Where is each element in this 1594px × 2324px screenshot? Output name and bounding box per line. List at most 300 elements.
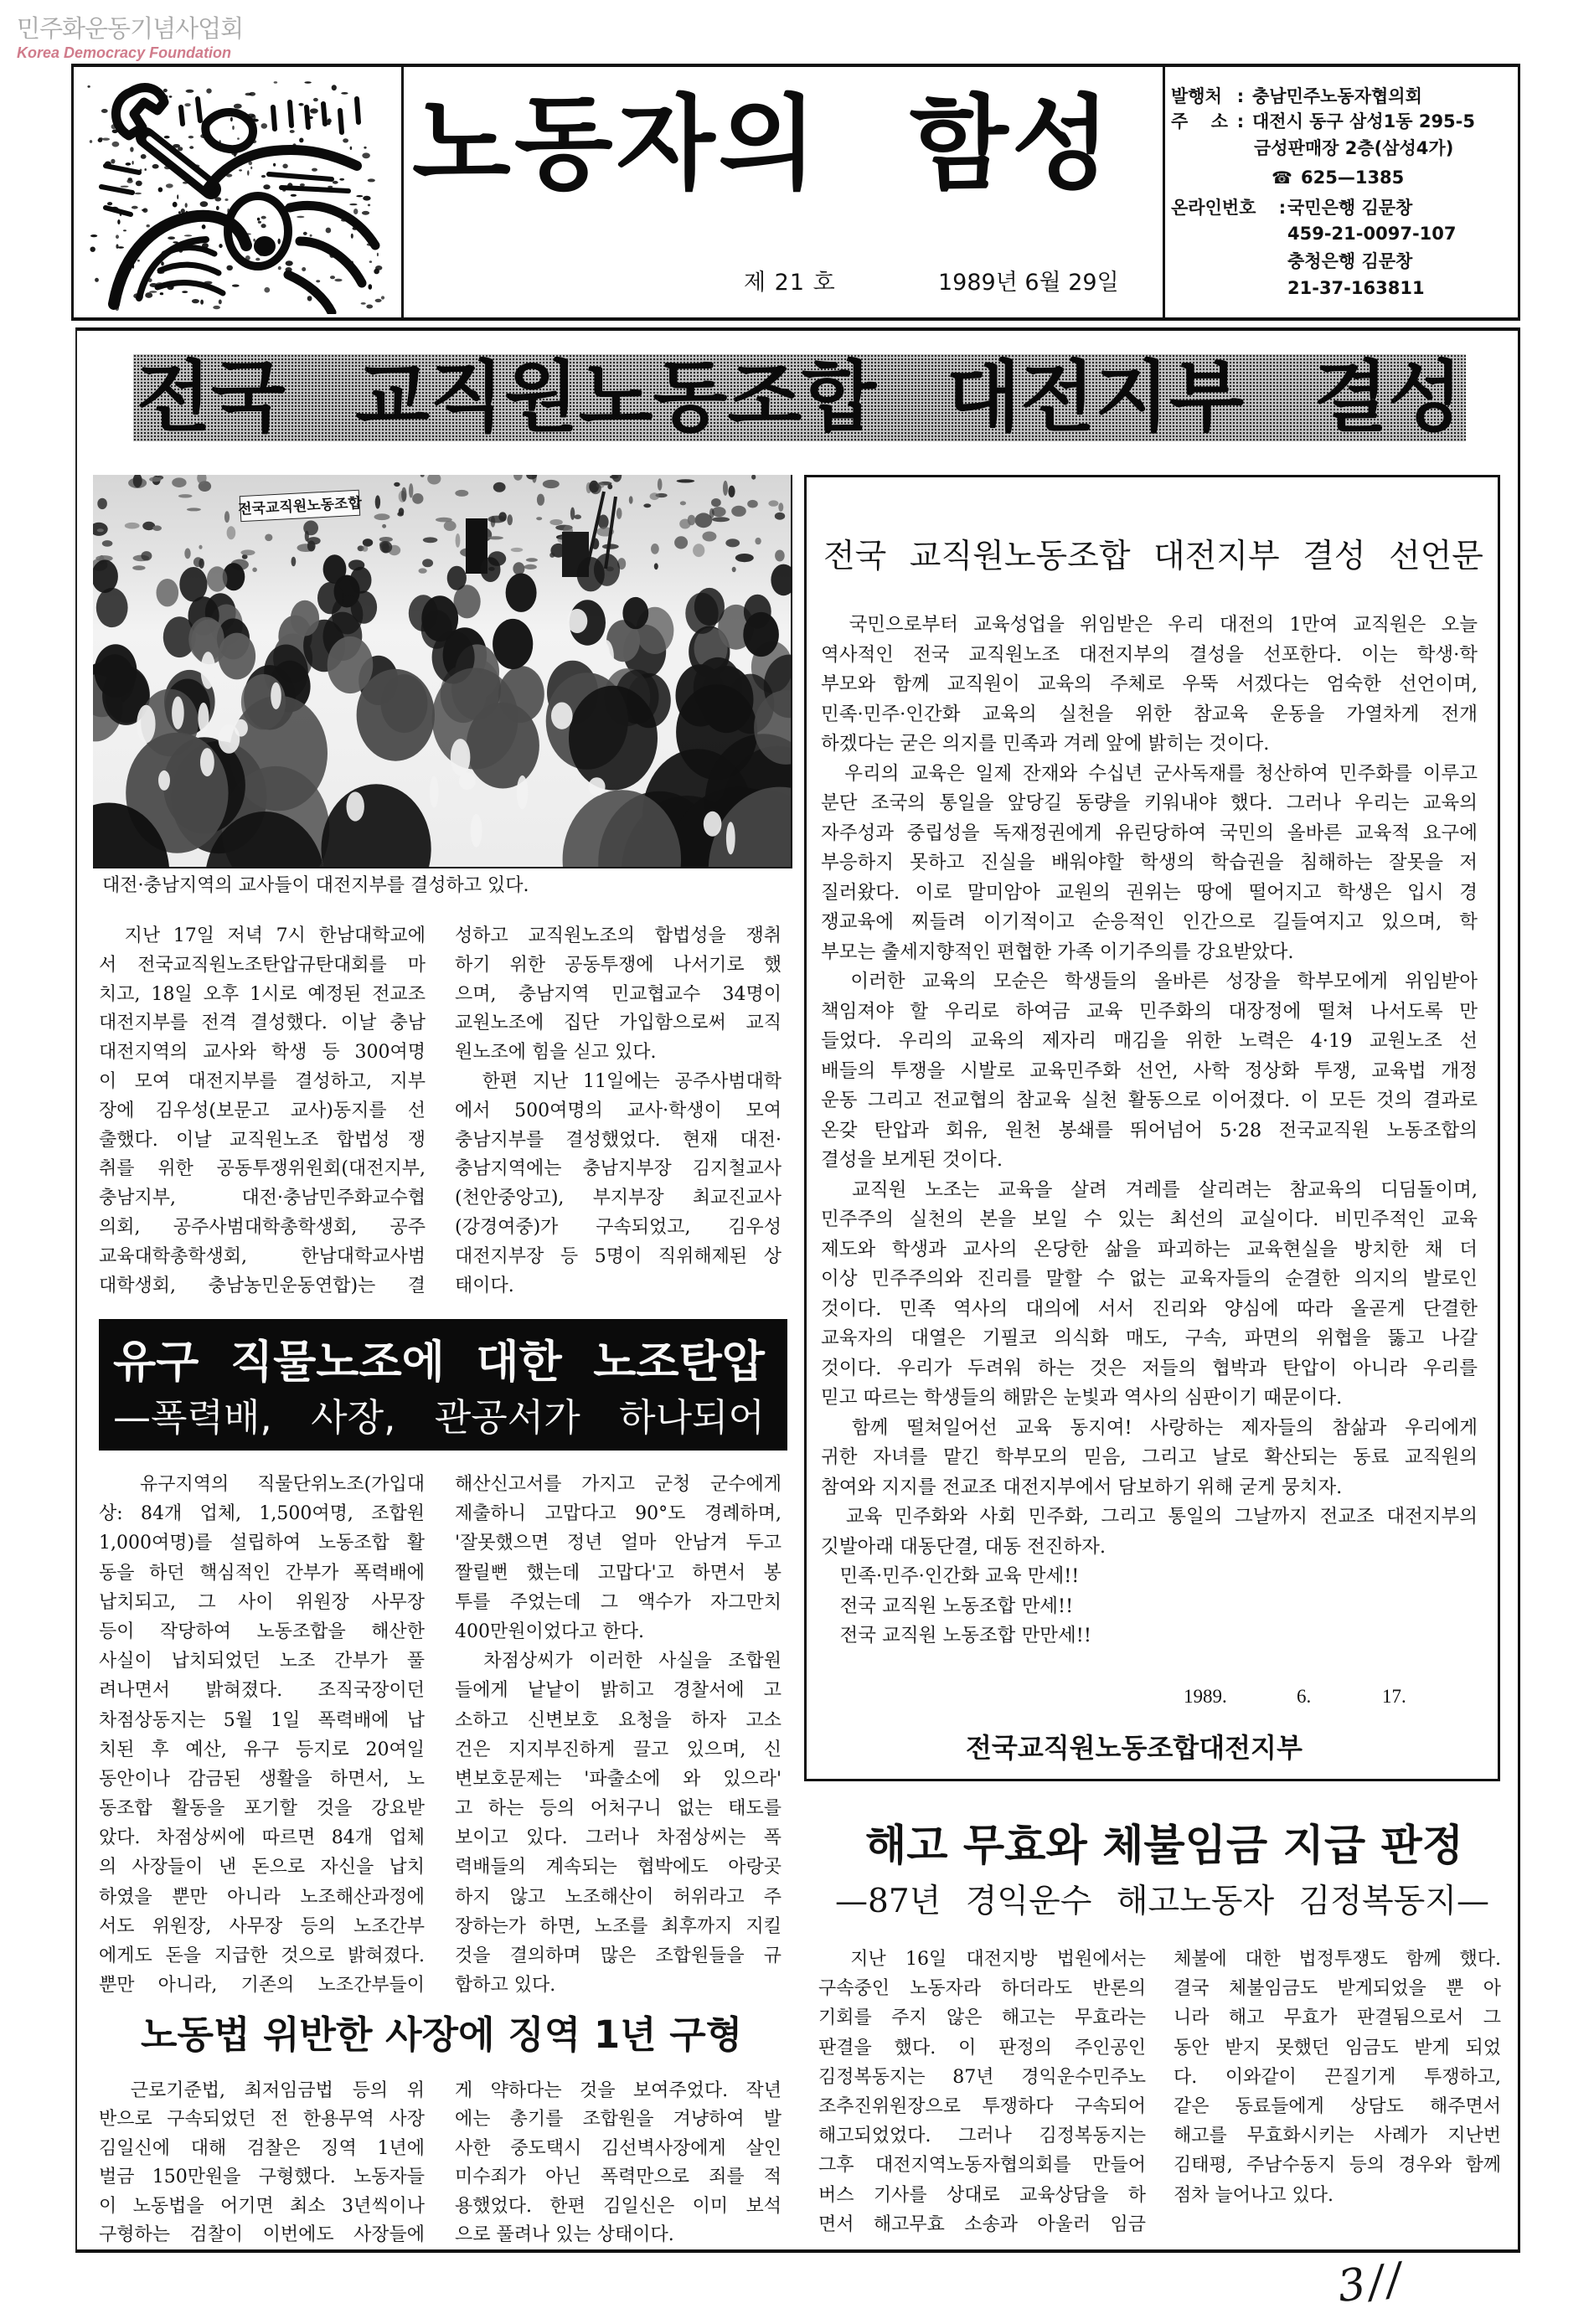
text-line: 조추진위원장으로 투쟁하다 구속되어 bbox=[818, 2095, 1146, 2117]
text-line: 용했었다. 한편 김일신은 이미 보석 bbox=[455, 2195, 782, 2217]
raised-hand bbox=[451, 739, 471, 776]
declaration-title: 전국 교직원노동조합 대전지부 결성 선언문 bbox=[823, 538, 1483, 575]
woodcut-speck bbox=[178, 211, 181, 214]
tree-foliage bbox=[590, 483, 601, 494]
text-line: 교육대학총학생회, 한남대학교사범 bbox=[99, 1245, 426, 1267]
text-line: 하겠다는 굳은 의지를 민족과 겨레 앞에 밝히는 것이다. bbox=[821, 733, 1270, 755]
text-line: 역사적인 전국 교직원노조 대전지부의 결성을 선포한다. 이는 학생·학 bbox=[821, 643, 1478, 666]
tree-foliage bbox=[629, 496, 633, 503]
address-line: 금성판매장 2층(삼성4가) bbox=[1254, 138, 1454, 158]
text-line: 대전지부장 등 5명이 직위해제된 상 bbox=[455, 1245, 782, 1267]
text-line: 400만원이었다고 한다. bbox=[455, 1621, 644, 1642]
tree-foliage bbox=[455, 490, 468, 497]
woodcut-speck bbox=[339, 178, 344, 181]
text-line: 성하고 교직원노조의 합법성을 쟁취 bbox=[455, 925, 782, 946]
text-line: 해산신고서를 가지고 군청 군수에게 bbox=[455, 1474, 782, 1495]
tree-foliage bbox=[493, 482, 506, 492]
tree-foliage bbox=[616, 508, 622, 519]
tree-foliage bbox=[240, 549, 255, 555]
woodcut-speck bbox=[310, 108, 318, 113]
woodcut-speck bbox=[112, 142, 120, 147]
tree-foliage bbox=[97, 498, 107, 509]
text-line: 부응하지 못하고 진실을 배워야할 학생의 학습권을 침해하는 잘못을 저 bbox=[821, 852, 1478, 873]
text-line: 납치되고, 그 사이 위원장 사무장 bbox=[99, 1591, 425, 1613]
text-line: 다. 이와같이 끈질기게 투쟁하고, bbox=[1174, 2066, 1501, 2088]
tree-foliage bbox=[401, 487, 406, 502]
tree-foliage bbox=[382, 524, 386, 528]
tree-foliage bbox=[152, 525, 162, 531]
rally-photo-image bbox=[93, 475, 791, 867]
crowd-figure bbox=[317, 582, 343, 614]
tree-foliage bbox=[419, 568, 427, 573]
text-line: 건은 지지부진하게 끌고 있으며, 신 bbox=[455, 1739, 782, 1760]
text-line: 깃발아래 대동단결, 대동 전진하자. bbox=[821, 1535, 1107, 1558]
woodcut-speck bbox=[330, 276, 335, 279]
text-line: 장에 김우성(보문고 교사)동지를 선 bbox=[99, 1100, 426, 1121]
tree-foliage bbox=[728, 486, 735, 497]
crowd-silhouettes bbox=[93, 554, 791, 867]
worker-figure-right bbox=[288, 205, 375, 312]
woodcut-speck bbox=[107, 202, 112, 205]
raised-hand bbox=[198, 703, 209, 733]
crowd-figure bbox=[421, 595, 458, 642]
raised-hand bbox=[588, 777, 605, 796]
crowd-figure bbox=[322, 784, 431, 867]
tree-foliage bbox=[199, 545, 202, 549]
woodcut-speck bbox=[164, 136, 170, 138]
woodcut-speck bbox=[361, 302, 366, 305]
woodcut-speck bbox=[144, 168, 147, 171]
woodcut-speck bbox=[152, 164, 159, 169]
tree-foliage bbox=[394, 482, 400, 487]
raised-hand bbox=[158, 770, 170, 791]
woodcut-speck bbox=[182, 291, 188, 293]
woodcut-speck bbox=[202, 224, 206, 229]
woodcut-speck bbox=[206, 89, 211, 94]
publisher-name: 충남민주노동자협의회 bbox=[1252, 86, 1422, 106]
separator: : bbox=[1278, 198, 1287, 218]
woodcut-speck bbox=[316, 280, 320, 282]
crowd-figure bbox=[291, 600, 319, 636]
woodcut-speck bbox=[158, 188, 163, 193]
woodcut-speck bbox=[274, 81, 278, 84]
text-line: '잘못했으면 정년 얼마 안남겨 두고 bbox=[455, 1533, 782, 1554]
woodcut-speck bbox=[261, 123, 268, 129]
woodcut-speck bbox=[145, 292, 152, 298]
woodcut-speck bbox=[111, 159, 115, 164]
text-line: 점차 늘어나고 있다. bbox=[1174, 2184, 1333, 2206]
crowd-figure bbox=[467, 703, 539, 789]
tree-foliage bbox=[712, 517, 730, 522]
woodcut-speck bbox=[362, 152, 370, 158]
woodcut-speck bbox=[132, 161, 134, 165]
tree-foliage bbox=[307, 541, 316, 552]
text-line: 제출하니 고맙다고 90°도 경례하며, bbox=[455, 1503, 782, 1525]
masthead-divider-right bbox=[1163, 67, 1165, 317]
bank-name: 충청은행 김문창 bbox=[1287, 251, 1413, 271]
crowd-figure bbox=[481, 557, 501, 582]
text-line: 민족·민주·인간화 교육 만세!! bbox=[821, 1565, 1080, 1587]
text-line: 해고되었었다. 그러나 김정복동지는 bbox=[818, 2126, 1146, 2147]
raised-hand bbox=[219, 724, 240, 754]
text-line: 등이 작당하여 노동조합을 해산한 bbox=[99, 1621, 425, 1642]
tree-foliage bbox=[674, 536, 688, 549]
woodcut-speck bbox=[353, 209, 358, 214]
woodcut-speck bbox=[349, 204, 357, 205]
woodcut-speck bbox=[356, 195, 363, 197]
tree-foliage bbox=[379, 541, 392, 553]
text-line: 사한 중도택시 김선벽사장에게 살인 bbox=[455, 2137, 782, 2159]
tree-foliage bbox=[133, 555, 150, 562]
tree-foliage bbox=[693, 544, 704, 557]
woodcut-speck bbox=[312, 168, 317, 172]
woodcut-speck bbox=[200, 201, 209, 207]
woodcut-speck bbox=[250, 167, 252, 169]
text-line: 것을 결의하며 많은 조합원들을 규 bbox=[455, 1945, 782, 1966]
tree-foliage bbox=[172, 477, 186, 487]
woodcut-speck bbox=[381, 296, 384, 299]
woodcut-speck bbox=[253, 239, 255, 242]
article-column bbox=[99, 1470, 425, 2000]
woodcut-speck bbox=[192, 299, 199, 303]
tree-foliage bbox=[436, 518, 452, 523]
raised-arm bbox=[206, 150, 357, 191]
woodcut-speck bbox=[300, 183, 305, 187]
tree-foliage bbox=[513, 475, 523, 481]
text-line: 상: 84개 업체, 1,500여명, 조합원 bbox=[99, 1503, 425, 1525]
tree-foliage bbox=[178, 494, 193, 497]
tree-foliage bbox=[363, 538, 373, 547]
woodcut-speck bbox=[200, 300, 204, 305]
raised-hand bbox=[271, 683, 281, 709]
text-line: 동조합 활동을 포기할 것을 강요받 bbox=[99, 1798, 425, 1820]
main-headline: 전국 교직원노동조합 대전지부 결성 bbox=[137, 353, 1462, 442]
text-line: 질러왔다. 이로 말미암아 교원의 권위는 땅에 떨어지고 학생은 입시 경 bbox=[821, 881, 1478, 904]
telephone-icon: ☎ bbox=[1272, 167, 1292, 188]
raised-hand bbox=[567, 609, 587, 633]
dismissal-subheadline: —87년 경익운수 해고노동자 김정복동지— bbox=[835, 1883, 1489, 1920]
text-line: 변보호문제는 '파출소에 와 있으라' bbox=[455, 1768, 782, 1790]
text-line: 으며, 충남지역 민교협교수 34명이 bbox=[455, 983, 782, 1005]
tree-foliage bbox=[755, 538, 761, 544]
tree-foliage bbox=[711, 498, 721, 507]
woodcut-speck bbox=[310, 234, 312, 237]
woodcut-speck bbox=[102, 138, 111, 141]
tree-foliage bbox=[650, 492, 659, 500]
tree-foliage bbox=[397, 512, 404, 516]
tree-foliage bbox=[775, 550, 785, 562]
rally-photo bbox=[93, 475, 792, 868]
woodcut-speck bbox=[239, 169, 242, 171]
handwritten-mark: 3// bbox=[1334, 2253, 1408, 2313]
text-line: 교육자의 대열은 기필코 의식화 매도, 구속, 파면의 위협을 뚫고 나갈 bbox=[821, 1327, 1478, 1349]
crowd-figure bbox=[685, 593, 718, 634]
woodcut-speck bbox=[141, 154, 147, 159]
text-line: 들었다. 우리의 교육의 제자리 매김을 위한 노력은 4·19 교원노조 선 bbox=[821, 1030, 1478, 1052]
text-line: 합하고 있다. bbox=[455, 1975, 556, 1997]
crowd-figure bbox=[506, 574, 537, 612]
woodcut-speck bbox=[369, 284, 373, 290]
text-line: 김태평, 주남수동지 등의 경우와 함께 bbox=[1174, 2155, 1501, 2177]
text-line: (강경여중)가 구속되었고, 김우성 bbox=[455, 1216, 782, 1238]
woodcut-speck bbox=[216, 206, 219, 210]
woodcut-speck bbox=[90, 247, 95, 252]
tree-foliage bbox=[768, 500, 778, 506]
raised-hand bbox=[201, 652, 216, 689]
text-line: 김정복동지는 87년 경익운수민주노 bbox=[818, 2066, 1146, 2088]
text-line: 함께 떨쳐일어선 교육 동지여! 사랑하는 제자들의 참삶과 우리에게 bbox=[821, 1416, 1478, 1439]
woodcut-speck bbox=[297, 216, 304, 218]
raised-hand bbox=[430, 776, 439, 807]
text-line: 하였을 뿐만 아니라 노조해산과정에 bbox=[99, 1886, 425, 1908]
woodcut-speck bbox=[90, 234, 97, 237]
woodcut-speck bbox=[232, 285, 240, 287]
tree-foliage bbox=[427, 475, 441, 485]
woodcut-speck bbox=[184, 103, 190, 106]
text-line: 우리의 교육은 일제 잔재와 수십년 군사독재를 청산하여 민주화를 이루고 bbox=[821, 762, 1478, 785]
woodcut-speck bbox=[213, 306, 220, 309]
woodcut-speck bbox=[237, 137, 240, 140]
woodcut-speck bbox=[333, 181, 338, 184]
woodcut-speck bbox=[264, 287, 270, 293]
woodcut-speck bbox=[117, 246, 124, 249]
woodcut-speck bbox=[163, 89, 168, 92]
woodcut-speck bbox=[90, 140, 92, 143]
text-line: 려나면서 밝혀졌다. 조직국장이던 bbox=[99, 1680, 425, 1702]
woodcut-speck bbox=[261, 175, 266, 178]
crowd-figure bbox=[179, 567, 207, 602]
yugu-headline-box bbox=[99, 1319, 787, 1451]
woodcut-speck bbox=[247, 170, 249, 175]
text-line: 뿐만 아니라, 기존의 노조간부들이 bbox=[99, 1975, 425, 1997]
publisher-label: 발행처 bbox=[1171, 86, 1222, 106]
crowd-figure bbox=[743, 612, 779, 657]
woodcut-speck bbox=[189, 146, 193, 149]
text-line: 대전지부를 전격 결성했다. 이날 충남 bbox=[99, 1013, 426, 1034]
woodcut-speck bbox=[160, 292, 163, 295]
tree-foliage bbox=[422, 559, 433, 567]
watermark-english: Korea Democracy Foundation bbox=[17, 44, 232, 61]
tree-foliage bbox=[775, 513, 785, 520]
text-line: 짤릴뻔 했는데 고맙다'고 하면서 봉 bbox=[455, 1562, 782, 1584]
bank-name: 국민은행 김문창 bbox=[1287, 198, 1413, 218]
tree-foliage bbox=[513, 562, 524, 575]
article-column bbox=[455, 1470, 782, 2000]
address-line: 대전시 동구 삼성1동 295-5 bbox=[1252, 111, 1475, 131]
woodcut-speck bbox=[101, 109, 108, 113]
woodcut-speck bbox=[364, 147, 366, 149]
text-line: 차점상동지는 5월 1일 폭력배에 납 bbox=[99, 1709, 425, 1731]
text-line: 믿고 따르는 학생들의 해맑은 눈빛과 역사의 심판이기 때문이다. bbox=[821, 1387, 1343, 1409]
tree-foliage bbox=[375, 495, 380, 508]
tree-foliage bbox=[723, 481, 728, 496]
banner-text: 전국교직원노동조합 bbox=[237, 495, 363, 518]
text-line: 전국 교직원 노동조합 만만세!! bbox=[821, 1625, 1091, 1646]
text-line: 동을 하던 핵심적인 간부가 폭력배에 bbox=[99, 1562, 425, 1584]
dismissal-headline: 해고 무효와 체불임금 지급 판정 bbox=[865, 1822, 1463, 1871]
tree-foliage bbox=[778, 502, 783, 512]
text-line: 판결을 했다. 이 판정의 주인공인 bbox=[818, 2037, 1146, 2059]
text-line: 차점상씨가 이러한 사실을 조합원 bbox=[455, 1651, 782, 1672]
tree-foliage bbox=[125, 523, 140, 529]
woodcut-speck bbox=[224, 198, 228, 201]
text-line: 하지 않고 노조해산이 허위라고 주 bbox=[455, 1886, 782, 1908]
text-line: 자주성과 중립성을 독재정권에게 유린당하여 국민의 올바른 교육적 요구에 bbox=[821, 822, 1478, 844]
text-line: 국민으로부터 교육성업을 위임받은 우리 대전의 1만여 교직원은 오늘 bbox=[821, 614, 1478, 636]
text-line: 사실이 납치되었던 노조 간부가 풀 bbox=[99, 1651, 425, 1672]
tree-foliage bbox=[487, 536, 503, 539]
woodcut-speck bbox=[117, 219, 120, 224]
tree-foliage bbox=[409, 483, 413, 497]
text-line: 분단 조국의 통일을 앞당길 동량을 키워내야 했다. 그러나 우리는 교육의 bbox=[821, 792, 1478, 814]
woodcut-speck bbox=[230, 117, 233, 121]
text-line: 게 약하다는 것을 보여주었다. 작년 bbox=[455, 2080, 782, 2101]
declaration-body bbox=[821, 611, 1478, 1562]
woodcut-speck bbox=[332, 85, 337, 90]
text-line: 이 모여 대전지부를 결성하고, 지부 bbox=[99, 1070, 426, 1092]
raised-hand bbox=[471, 814, 482, 848]
tree-foliage bbox=[574, 514, 581, 519]
tree-foliage bbox=[102, 540, 113, 547]
text-line: 에는 총기를 조합원을 겨냥하여 발 bbox=[455, 2109, 782, 2131]
text-line: 쟁교육에 찌들려 이기적이고 순응적인 인간으로 길들여지고 있으며, 학 bbox=[821, 911, 1478, 933]
tree-foliage bbox=[607, 484, 612, 489]
text-line: 해고를 무효화시키는 사례가 지난번 bbox=[1174, 2126, 1501, 2147]
tree-foliage bbox=[570, 508, 575, 520]
woodcut-speck bbox=[368, 178, 375, 182]
raised-hand bbox=[172, 697, 184, 729]
text-line: 이 노동법을 어기면 최소 3년씩이나 bbox=[99, 2195, 425, 2217]
woodcut-speck bbox=[132, 206, 138, 209]
tree-foliage bbox=[227, 526, 236, 539]
woodcut-speck bbox=[147, 224, 150, 227]
text-line: 태이다. bbox=[455, 1275, 514, 1296]
article-column bbox=[455, 922, 782, 1301]
text-line: 면서 해고무효 소송과 아울러 임금 bbox=[818, 2213, 1146, 2235]
woodcut-speck bbox=[307, 296, 312, 301]
newspaper-title: 노동자의 함성 bbox=[412, 83, 1114, 204]
woodcut-speck bbox=[226, 265, 233, 271]
address-label: 주 소 bbox=[1171, 111, 1228, 131]
text-line: 았다. 차점상씨에 따르면 84개 업체 bbox=[99, 1827, 425, 1849]
tree-foliage bbox=[423, 537, 438, 543]
text-line: 서 전국교직원노조탄압규탄대회를 마 bbox=[99, 954, 426, 976]
tree-foliage bbox=[132, 565, 145, 570]
woodcut-speck bbox=[302, 267, 306, 271]
text-line: 서도 위원장, 사무장 등의 노조간부 bbox=[99, 1915, 425, 1937]
text-line: 소하고 신변보호 요청을 하자 고소 bbox=[455, 1709, 782, 1731]
raised-hand bbox=[551, 703, 573, 729]
woodcut-speck bbox=[350, 147, 353, 150]
tree-foliage bbox=[420, 475, 425, 477]
woodcut-speck bbox=[369, 260, 372, 263]
text-line: 에서 500여명의 교사·학생이 모여 bbox=[455, 1100, 782, 1121]
woodcut-speck bbox=[169, 95, 173, 97]
woodcut-speck bbox=[263, 184, 270, 189]
woodcut-speck bbox=[377, 253, 379, 256]
raised-hand bbox=[726, 822, 735, 854]
raised-hand bbox=[517, 776, 529, 809]
tree-foliage bbox=[224, 511, 230, 523]
declaration-date-month: 6. bbox=[1297, 1686, 1312, 1707]
crowd-figure bbox=[569, 686, 658, 791]
tree-foliage bbox=[456, 533, 461, 548]
text-line: 전국 교직원 노동조합 만세!! bbox=[821, 1595, 1074, 1617]
woodcut-speck bbox=[273, 163, 276, 167]
tree-foliage bbox=[651, 544, 659, 554]
woodcut-speck bbox=[304, 81, 311, 83]
tree-foliage bbox=[725, 538, 740, 547]
woodcut-speck bbox=[166, 183, 173, 188]
woodcut-speck bbox=[375, 299, 382, 302]
issue-number: 제 21 호 bbox=[744, 270, 836, 296]
text-line: 체불에 대한 법정투쟁도 함께 했다. bbox=[1174, 1949, 1501, 1970]
crowd-figure bbox=[493, 619, 533, 669]
woodcut-speck bbox=[278, 266, 281, 270]
tree-foliage bbox=[199, 559, 204, 569]
text-line: 결국 체불임금도 받게되었을 뿐 아 bbox=[1174, 1978, 1501, 2000]
text-line: 1,000여명)를 설립하여 노동조합 활 bbox=[99, 1533, 425, 1554]
woodcut-speck bbox=[173, 202, 178, 208]
text-line: 교원노조에 집단 가입함으로써 교직 bbox=[455, 1013, 782, 1034]
raised-hand bbox=[704, 812, 722, 837]
yugu-headline: 유구 직물노조에 대한 노조탄압 bbox=[113, 1337, 765, 1388]
text-line: 구형하는 검찰이 이번에도 사장들에 bbox=[99, 2224, 425, 2245]
tree-foliage bbox=[507, 514, 513, 525]
crowd-figure bbox=[622, 597, 648, 629]
tree-foliage bbox=[526, 558, 538, 562]
tree-foliage bbox=[610, 475, 619, 478]
text-line: 민족·민주·인간화 교육의 실천을 위한 참교육 운동을 가열차게 전개 bbox=[821, 703, 1478, 725]
text-line: 충남지역에는 충남지부장 김지철교사 bbox=[455, 1158, 782, 1180]
woodcut-speck bbox=[362, 211, 369, 215]
text-line: 버스 기사를 상대로 교육상담을 하 bbox=[818, 2184, 1146, 2206]
tree-foliage bbox=[732, 567, 736, 572]
woodcut-speck bbox=[278, 239, 281, 245]
text-line: 대학생회, 충남농민운동연합)는 결 bbox=[99, 1275, 426, 1296]
woodcut-speck bbox=[137, 260, 140, 262]
account-number: 21-37-163811 bbox=[1287, 278, 1425, 298]
text-line: 유구지역의 직물단위노조(가입대 bbox=[99, 1474, 425, 1495]
text-line: 교육 민주화와 사회 민주화, 그리고 통일의 그날까지 전교조 대전지부의 bbox=[821, 1506, 1478, 1528]
tree-foliage bbox=[444, 521, 457, 531]
crowd-figure bbox=[96, 588, 128, 627]
crowd-figure bbox=[207, 566, 227, 591]
woodcut-speck bbox=[255, 258, 260, 261]
masthead-divider-left bbox=[401, 67, 404, 317]
woodcut-speck bbox=[257, 218, 260, 221]
tree-foliage bbox=[362, 545, 368, 551]
woodcut-speck bbox=[188, 136, 193, 138]
labor-law-headline: 노동법 위반한 사장에 징역 1년 구형 bbox=[141, 2012, 743, 2057]
text-line: 교직원 노조는 교육을 살려 겨레를 살리려는 참교육의 디딤돌이며, bbox=[821, 1178, 1478, 1201]
text-line: 부모는 출세지향적인 편협한 가족 이기주의를 강요받았다. bbox=[821, 940, 1294, 963]
text-line: (천안중앙고), 부지부장 최교진교사 bbox=[455, 1188, 782, 1209]
article-column bbox=[99, 922, 426, 1301]
tree-foliage bbox=[680, 501, 686, 505]
woodcut-speck bbox=[368, 204, 370, 207]
woodcut-speck bbox=[177, 194, 178, 199]
tree-foliage bbox=[702, 532, 716, 542]
text-line: 의회, 공주사범대학총학생회, 공주 bbox=[99, 1216, 426, 1238]
photo-caption: 대전·충남지역의 교사들이 대전지부를 결성하고 있다. bbox=[102, 875, 529, 896]
text-line: 력배들의 계속되는 협박에도 아랑곳 bbox=[455, 1857, 782, 1878]
text-line: 부모와 함께 교직원이 교육의 주체로 우뚝 서겠다는 엄숙한 선언이며, bbox=[821, 673, 1478, 695]
text-line: 배들의 투쟁을 시발로 교육민주화 선언, 사학 정상화 투쟁, 교육법 개정 bbox=[821, 1059, 1478, 1082]
woodcut-speck bbox=[343, 138, 348, 142]
tree-foliage bbox=[374, 513, 390, 520]
phone-number: 625—1385 bbox=[1301, 167, 1405, 188]
